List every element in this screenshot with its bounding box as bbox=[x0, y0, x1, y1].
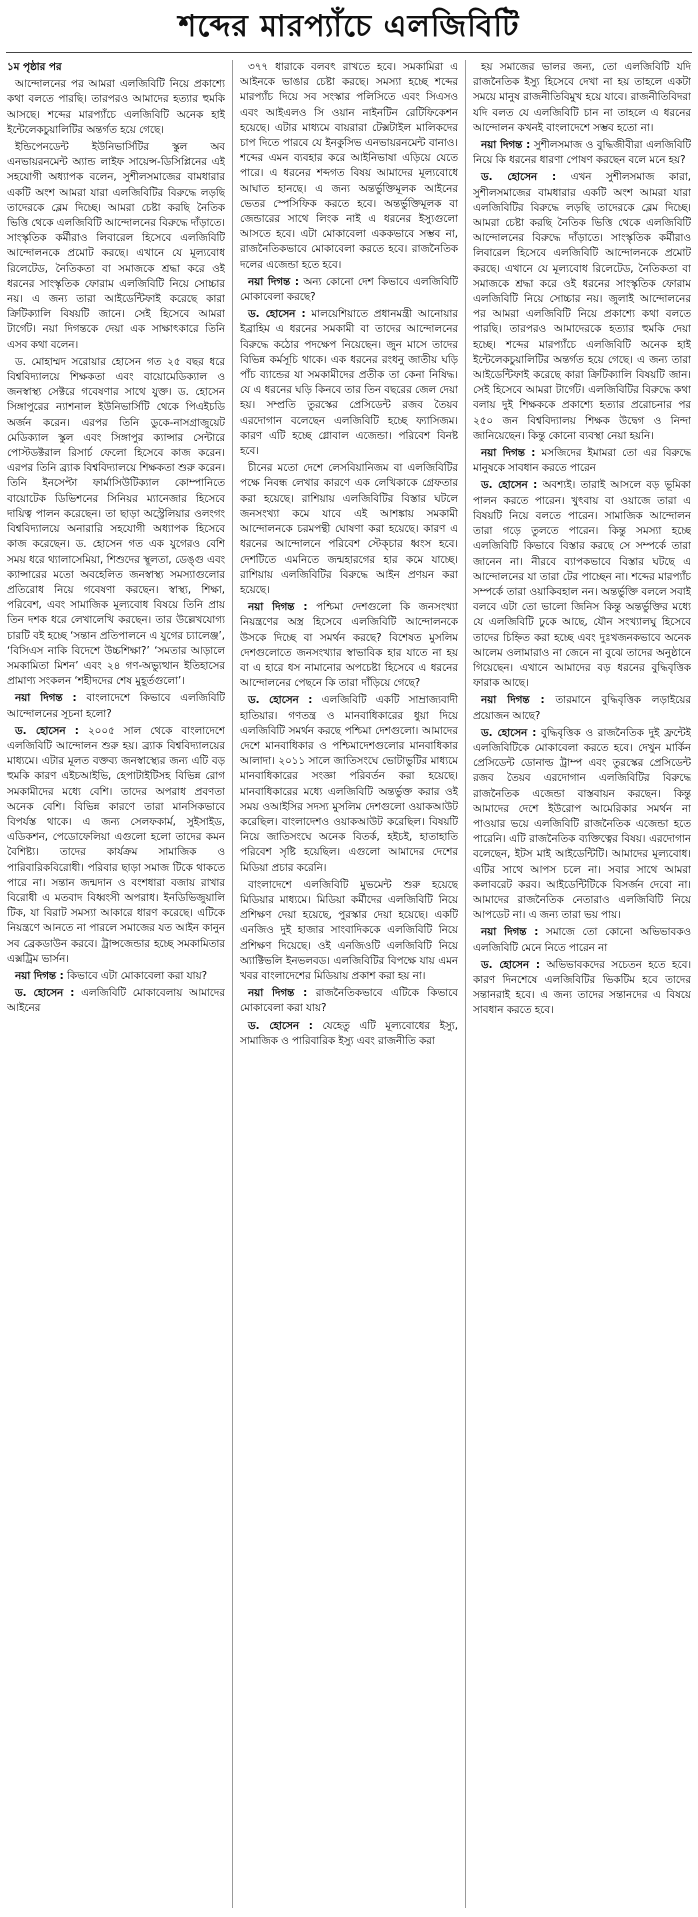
paragraph-text: কিভাবে এটা মোকাবেলা করা যায়? bbox=[66, 969, 208, 982]
interview-paragraph bbox=[240, 275, 458, 305]
paragraph-text: অভিভাবকদের সচেতন হতে হবে। কারণ দিনশেষে এলজিবিটির ভিকটিম হবে তাদের সন্তানরাই হবে। এ জন্য তাদের সন্তানদের এ বিষয়ে সাবধান করতে হবে। bbox=[473, 958, 691, 1017]
interview-paragraph bbox=[240, 693, 458, 875]
paragraph-text: অন্য কোনো দেশ কিভাবে এলজিবিটি মোকাবেলা করছে? bbox=[240, 275, 458, 304]
paragraph-text: এলজিবিটি একটি সাম্রাজ্যবাদী হাতিয়ার। গণতন্ত্র ও মানবাধিকারের ধুয়া দিয়ে এলজিবিটি সমর্থন করছে পশ্চিমা দেশগুলো। আমাদের দেশে মানবাধিকার ও পশ্চিমাদেশগুলোর মানবাধিকার আলাদা। ২০১১ সালে জাতিসংঘে ভোটাভুটির মাধ্যমে মানবাধিকারের সংজ্ঞা পরিবর্তন করা হয়েছে। মানবাধিকারের মধ্যে এলজিবিটি অন্তর্ভুক্ত করার ওই সময় ওআইসির সদস্য মুসলিম দেশগুলো ওয়াকআউট করেছিল। বাংলাদেশও ওয়াকআউট করেছিল। বিষয়টি নিয়ে জাতিসংঘে অনেক বিতর্ক, হইচই, হাতাহাতি পরিবেশ সৃষ্টি হয়েছিল। এগুলো আমাদের দেশের মিডিয়া প্রচার করেনি। bbox=[240, 694, 458, 874]
interview-paragraph bbox=[473, 958, 691, 1019]
interview-paragraph bbox=[240, 307, 458, 459]
interview-paragraph bbox=[240, 986, 458, 1016]
article-paragraph bbox=[240, 461, 458, 598]
column-2 bbox=[240, 60, 458, 1910]
paragraph-text: চীনের মতো দেশে লেসবিয়ানিজম বা এলজিবিটির পক্ষে নিবন্ধ লেখার কারণে এক লেখিকাকে গ্রেফতার করা হয়েছে। রাশিয়ায় এলজিবিটির বিস্তার ঘটলে জনসংখ্যা কমে যাবে এই আশঙ্কায় সমকামী আন্দোলনকে চরমপন্থী ঘোষণা করা হয়েছে। কারণ এ ধরনের আন্দোলনে পরিবেশ স্টেক্চার ধ্বংস হবে। দেশটিতে এমনিতে জন্মহারগের হার কমে যাচ্ছে। রাশিয়ায় এলজিবিটির বিরুদ্ধে আইন প্রণয়ন করা হয়েছে। bbox=[240, 462, 458, 596]
speaker-label: নয়া দিগন্ত : bbox=[248, 275, 299, 288]
paragraph-text: ইন্ডিপেনডেন্ট ইউনিভার্সিটির স্কুল অব এনভায়রনমেন্ট অ্যান্ড লাইফ সায়েন্স-ডিসিপ্লিনের এই সহযোগী অধ্যাপক বলেন, সুশীলসমাজের বামধারার একটি অংশ আমরা যারা এলজিবিটির বিরুদ্ধে লড়ছি তাদেরকে ব্লেম দিচ্ছে। আমরা চেষ্টা করছি নৈতিক ভিত্তি থেকে এলজিবিটি আন্দোলনের বিরুদ্ধে দাঁড়াতে। সাংস্কৃতিক কর্মীরাও লিবারেল হিসেবে এলজিবিটি আন্দোলনকে প্রমোট করছে। এখানে যে মূল্যবোধ রিলেটেড, নৈতিকতা বা সমাজকে শ্রদ্ধা করে ওই ধরনের সাংস্কৃতিক ফোরাম এলজিবিটি নিয়ে সোচ্চার নয়। এ জন্য তারা আইডেন্টিফাই করেছে কারা ক্রিটিক্যালি বিষয়টি জানে। সেই হিসেবে আমরা টার্গেট। নয়া দিগন্তকে দেয়া এক সাক্ষাৎকারে তিনি এসব কথা বলেন। bbox=[7, 141, 225, 351]
column-divider bbox=[465, 60, 466, 1908]
speaker-label: নয়া দিগন্ত : bbox=[15, 969, 64, 982]
speaker-label: ড. হোসেন : bbox=[481, 726, 537, 739]
interview-paragraph bbox=[473, 170, 691, 444]
paragraph-text: সমাজে তো কোনো অভিভাবকও এলজিবিটি মেনে নিতে পারেন না bbox=[473, 926, 691, 954]
speaker-label: ড. হোসেন : bbox=[481, 958, 540, 971]
paragraph-text: ড. মোহাম্মদ সরোয়ার হোসেন গত ২৫ বছর ধরে বিশ্ববিদ্যালয়ে শিক্ষকতা এবং বায়োমেডিক্যাল ও জনস্বাস্থ্য সেক্টরে গবেষণার সাথে যুক্ত। ড. হোসেন সিঙ্গাপুরের ন্যাশনাল ইউনিভার্সিটি থেকে পিএইচডি অর্জন করেন। এরপর তিনি ডুকে-নাসগ্রাজুয়েট মেডিক্যাল স্কুল এবং সিঙ্গাপুর ক্যান্সার সেন্টারে পোস্টডক্টরাল রিসার্চ ফেলো হিসেবে কাজ করেন। এরপর তিনি ব্র্যাক বিশ্ববিদ্যালয়ে শিক্ষকতা শুরু করেন। তিনি ইনসেপ্টা ফার্মাসিউটিক্যাল কোম্পানিতে বায়োটেক ডিভিশনের সিনিয়র ম্যানেজার হিসেবে দায়িত্ব পালন করেছেন। তা ছাড়া অস্ট্রেলিয়ার ওলংগং বিশ্ববিদ্যালয়ে অনারারি সহযোগী অধ্যাপক হিসেবে কাজ করেছেন। ড. হোসেন গত এক যুগেরও বেশি সময় ধরে থ্যালাসেমিয়া, শিশুদের স্থূলতা, ডেঙ্গু এবং ক্যান্সারের মতো অবহেলিত জনস্বাস্থ্য সমস্যাগুলোর প্রতিরোধ নিয়ে গবেষণা করছেন। স্বাস্থ্য, শিক্ষা, পরিবেশ, এবং সামাজিক মূল্যবোধ বিষয়ে তিনি প্রায় তিন দশক ধরে লেখালেখি করছেন। তার উল্লেখযোগ্য চারটি বই হচ্ছে ‘সন্তান প্রতিপালনে এ যুগের চ্যালেঞ্জ’, ‘বিসিএস নাকি বিদেশে উচ্চশিক্ষা?’ ‘সমতার আড়ালে সমকামিতা মিশন’ এবং ২৪ গণ-অভ্যুত্থান ইতিহাসের প্রামাণ্য সংকলন ‘শহীদদের শেষ মুহূর্তগুলো’। bbox=[7, 355, 225, 688]
paragraph-text: হয় সমাজের ভালর জন্য, তো এলজিবিটি যদি রাজনৈতিক ইস্যু হিসেবে দেখা না হয় তাহলে একটা সময়ে মানুষ রাজনীতিবিমুখ হয়ে যাবে। রাজনীতিবিদরা যদি বলত যে এলজিবিটি চান না তাহলে এ ধরনের আন্দোলন কখনই বাংলাদেশে সম্ভব হতো না। bbox=[473, 61, 691, 134]
paragraph-text: রাজনৈতিকভাবে এটিকে কিভাবে মোকাবেলা করা যায়? bbox=[240, 987, 458, 1015]
paragraph-text: ২০০৫ সাল থেকে বাংলাদেশে এলজিবিটি আন্দোলন শুরু হয়। ব্র্যাক বিশ্ববিদ্যালয়ের মাধ্যমে। এটার মূলত বক্তব্য জনস্বাস্থ্যের জন্য এটি বড় হুমকি কারণ এইচআইভি, হেপাটাইটিসহ বিভিন্ন রোগ সমকামীদের মধ্যে বেশি। তাদের অপরাধ প্রবণতা অনেক বেশি। বিভিন্ন কারণে তারা মানসিকভাবে বিপর্যস্ত থাকে। এ জন্য সেলফকার্ম, সুইসাইড, এডিকশন, পেডোফেলিয়া এগুলো হলো তাদের কমন বৈশিষ্ট্য। তাদের কার্যক্রম সামাজিক ও পারিবারিকবিরোধী। পরিবার ছাড়া সমাজ টিকে থাকতে পারে না। সন্তান জন্মদান ও বংশধারা বজায় রাখার বিরোধী এ মতবাদ বিধ্বংসী অপরাধ। ইনডিভিজুয়ালি টিক, যা বিরাট সমস্যা আকারে ধারণ করেছে। এটিকে নিয়ন্ত্রণে আনতে না পারলে সমাজের যত আইন কানুন সব ব্রেকডাউন করবে। ট্রান্সজেন্ডার হচ্ছে সমকামিতার এক্সট্রিম ভার্সন। bbox=[7, 724, 225, 965]
paragraph-text: ৩৭৭ ধারাকে বলবৎ রাখতে হবে। সমকামিরা এ আইনকে ভাঙার চেষ্টা করছে। সমস্যা হচ্ছে শব্দের মারপ্যাঁচ দিয়ে সব সংস্কার পলিসিতে এবং সিএসও এবং আইএলও সি ওয়ান নাইনটিন রেটিফিকেশন হয়েছে। এটার মাধ্যমে বায়রারা টেক্সটাইল মালিকদের চাপ দিতে পারবে যে ইনকুসিভ এনভায়রনমেন্ট বানাও। শব্দের এমন ব্যবহার করে আইনিভাষা এড়িয়ে যেতে পারে। এ ধরনের শব্দগত বিষয় আমাদের মূল্যবোধে আঘাত হানছে। এ জন্য অন্তর্ভুক্তিমূলক আইনের ভেতর স্পেসিফিক করতে হবে। অন্তর্ভুক্তিমূলক বা জেন্ডারের সাথে লিংক নাই এ ধরনের ইস্যুগুলো আসতে হবে। এটা মোকাবেলা এককভাবে সম্ভব না, রাজনৈতিকভাবে মোকাবেলা করতে হবে। রাজনৈতিক দলের এজেন্ডা হতে হবে। bbox=[240, 61, 458, 271]
interview-paragraph bbox=[473, 478, 691, 691]
interview-paragraph bbox=[473, 138, 691, 168]
article-paragraph bbox=[7, 140, 225, 353]
paragraph-text: ১ম পৃষ্ঠার পর bbox=[7, 61, 62, 73]
article-paragraph bbox=[7, 355, 225, 689]
speaker-label: ড. হোসেন : bbox=[481, 479, 538, 492]
interview-paragraph bbox=[7, 691, 225, 721]
interview-paragraph bbox=[473, 446, 691, 476]
speaker-label: নয়া দিগন্ত : bbox=[481, 447, 536, 460]
article-paragraph bbox=[473, 60, 691, 136]
speaker-label: নয়া দিগন্ত : bbox=[248, 987, 308, 1000]
interview-paragraph bbox=[7, 724, 225, 967]
article-paragraph bbox=[7, 77, 225, 138]
paragraph-text: যেহেতু এটি মূল্যবোধের ইস্যু, সামাজিক ও পারিবারিক ইস্যু এবং রাজনীতি করা bbox=[240, 1019, 458, 1047]
speaker-label: ড. হোসেন : bbox=[248, 308, 306, 321]
paragraph-text: অবশ্যই। তারাই আসলে বড় ভূমিকা পালন করতে পারেন। খুৎবায় বা ওয়াজে তারা এ বিষয়টি নিয়ে বলতে পারেন। সামাজিক আন্দোলন তারা গড়ে তুলতে পারেন। কিন্তু সমস্যা হচ্ছে এলজিবিটি কিভাবে বিস্তার করছে সে সম্পর্কে তারা জানেন না। নীরবে ব্যাপকভাবে বিস্তার ঘটছে এ আন্দোলনের যা তারা টের পাচ্ছেন না। শব্দের মারপ্যাঁচ সম্পর্কে তারা ওয়াকিবহাল নন। অন্তর্ভুক্তি বললে সবাই বলবে এটা তো ভালো জিনিস কিন্তু অন্তর্ভুক্তির মধ্যে যে এলজিবিটি ঢুকে আছে, যৌন সংখ্যালঘু হিসেবে তাদের চিহ্নিত করা হচ্ছে এবং দুঃখজনকভাবে অনেক আলেম ওলামারাও না জেনে না বুঝে তাদের অনুষ্ঠানে গিয়েছেন। এখানে আমাদের বড় ধরনের বুদ্ধিবৃত্তিক ফারাক আছে। bbox=[473, 479, 691, 690]
speaker-label: নয়া দিগন্ত : bbox=[481, 926, 539, 939]
speaker-label: নয়া দিগন্ত : bbox=[15, 692, 77, 705]
speaker-label: ড. হোসেন : bbox=[481, 171, 557, 184]
column-3 bbox=[473, 60, 691, 1910]
paragraph-text: পশ্চিমা দেশগুলো কি জনসংখ্যা নিয়ন্ত্রণের অস্ত্র হিসেবে এলজিবিটি আন্দোলনকে উসকে দিচ্ছে বা সমর্থন করছে? বিশেষত মুসলিম দেশগুলোতে জনসংখ্যার স্বাভাবিক হার যাতে না হয় বা এ হারে ধস নামানোর অপচেষ্টা হিসেবে এ ধরনের আন্দোলনের পেছনে কি তারা দাঁড়িয়ে গেছে? bbox=[240, 601, 458, 690]
speaker-label: ড. হোসেন : bbox=[248, 694, 313, 707]
article-paragraph bbox=[240, 878, 458, 984]
interview-paragraph bbox=[240, 1019, 458, 1049]
column-divider bbox=[232, 60, 233, 1908]
speaker-label: নয়া দিগন্ত : bbox=[481, 694, 545, 707]
interview-paragraph bbox=[473, 693, 691, 723]
paragraph-text: মসজিদের ইমামরা তো এর বিরুদ্ধে মানুষকে সাবধান করতে পারেন bbox=[473, 447, 691, 475]
paragraph-text: সুশীলসমাজ ও বুদ্ধিজীবীরা এলজিবিটি নিয়ে কি ধরনের ধারণা পোষণ করছেন বলে মনে হয়? bbox=[473, 139, 691, 167]
speaker-label: ড. হোসেন : bbox=[15, 987, 75, 1000]
column-1 bbox=[7, 60, 225, 1910]
interview-paragraph bbox=[7, 986, 225, 1016]
article-paragraph bbox=[7, 60, 225, 75]
paragraph-text: মালয়েশিয়াতে প্রধানমন্ত্রী আনোয়ার ইব্রাহিম এ ধরনের সমকামী বা তাদের আন্দোলনের বিরুদ্ধে কঠোর পদক্ষেপ নিয়েছেন। জুন মাসে তাদের বিভিন্ন কর্মসূচি থাকে। এক ধরনের রংধনু জাতীয় ঘড়ি পাঁচ ব্যান্ডের যা সমকামীদের প্রতীক তা কেনা নিষিদ্ধ। যে এ ধরনের ঘড়ি কিনবে তার তিন বছরের জেল দেয়া হয়। সম্প্রতি তুরস্কের প্রেসিডেন্ট রজব তৈয়ব এরদোগান বলেছেন এলজিবিটি হচ্ছে ফ্যাসিজম। কারণ এটি হচ্ছে গ্লোবাল এজেন্ডা। পরিবেশ বিনষ্ট হবে। bbox=[240, 308, 458, 458]
paragraph-text: বুদ্ধিবৃত্তিক ও রাজনৈতিক দুই ফ্রন্টেই এলজিবিটিকে মোকাবেলা করতে হবে। দেখুন মার্কিন প্রেসিডেন্ট ডোনাল্ড ট্রাম্প এবং তুরস্কের প্রেসিডেন্ট রজব তৈয়ব এরদোগান এলজিবিটির বিরুদ্ধে রাজনৈতিক এজেন্ডা বাস্তবায়ন করছেন। কিন্তু আমাদের দেশে ইউরোপ আমেরিকার সমর্থন না পাওয়ার ভয়ে এলজিবিটি রাজনৈতিক এজেন্ডা হতে পারেনি। এটি রাজনৈতিক ব্যক্তিত্বের বিষয়। এরদোগান বলেছেন, ইটস মাই আইডেন্টিটি। আমাদের মূল্যবোধ। এটির সাথে আপস চলে না। সবার সাথে আমরা কলাবরেট করব। আইডেন্টিটিকে বিসর্জন দেবো না। আমাদের রাজনৈতিক নেতারাও এলজিবিটি নিয়ে আপডেট না। এ জন্য তারা ভয় পায়। bbox=[473, 726, 691, 922]
interview-paragraph bbox=[7, 969, 225, 984]
speaker-label: নয়া দিগন্ত : bbox=[248, 601, 308, 614]
headline: শব্দের মারপ্যাঁচে এলজিবিটি bbox=[178, 9, 520, 44]
interview-paragraph bbox=[473, 726, 691, 924]
paragraph-text: আন্দোলনের পর আমরা এলজিবিটি নিয়ে প্রকাশ্যে কথা বলতে পারছি। তারপরও আমাদের হত্যার হুমকি আসছে। শব্দের মারপ্যাঁচে এলজিবিটি অনেক হাই ইন্টেলেকচুয়ালিটির অন্তর্গত হয়ে গেছে। bbox=[7, 78, 225, 136]
paragraph-text: তারমানে বুদ্ধিবৃত্তিক লড়াইয়ের প্রয়োজন আছে? bbox=[473, 694, 691, 722]
paragraph-text: এলজিবিটি মোকাবেলায় আমাদের আইনের bbox=[7, 987, 225, 1015]
headline-rule bbox=[6, 52, 692, 53]
speaker-label: ড. হোসেন : bbox=[248, 1019, 313, 1032]
interview-paragraph bbox=[473, 925, 691, 955]
article-paragraph bbox=[240, 60, 458, 273]
speaker-label: নয়া দিগন্ত : bbox=[481, 139, 531, 152]
paragraph-text: এখন সুশীলসমাজ কারা, সুশীলসমাজের বামধারার একটি অংশ আমরা যারা এলজিবিটির বিরুদ্ধে লড়ছি তাদেরকে ব্লেম দিচ্ছে। আমরা চেষ্টা করছি নৈতিক ভিত্তি থেকে এলজিবিটি আন্দোলনের বিরুদ্ধে দাঁড়াতে। সাংস্কৃতিক কর্মীরাও লিবারেল হিসেবে এলজিবিটি আন্দোলনকে প্রমোট করছে। এখানে যে মূল্যবোধ রিলেটেড, নৈতিকতা বা সমাজকে শ্রদ্ধা করে ওই ধরনের সাংস্কৃতিক ফোরাম এলজিবিটি নিয়ে সোচ্চার নয়। জুলাই আন্দোলনের পর আমরা এলজিবিটি নিয়ে প্রকাশ্যে কথা বলতে পারছি। তারপরও আমাদেরকে হত্যার হুমকি দেয়া হচ্ছে। শব্দের মারপ্যাঁচে এলজিবিটি অনেক হাই ইন্টেলেকচুয়ালিটির অন্তর্গত হয়ে গেছে। এ জন্য তারা আইডেন্টিফাই করেছে কারা ক্রিটিক্যালি বিষয়টি জান। সেই হিসেবে আমরা টার্গেট। এলজিবিটির বিরুদ্ধে কথা বলায় দুই শিক্ষককে প্রকাশ্যে হত্যার প্ররোচনার পর ২৫০ জন বিশ্ববিদ্যালয় শিক্ষক উদ্বেগ ও নিন্দা জানিয়েছেন। কিন্তু কোনো ব্যবস্থা নেয়া হয়নি। bbox=[473, 171, 691, 442]
paragraph-text: বাংলাদেশে কিভাবে এলজিবিটি আন্দোলনের সূচনা হলো? bbox=[7, 692, 225, 720]
speaker-label: ড. হোসেন : bbox=[15, 724, 79, 737]
paragraph-text: বাংলাদেশে এলজিবিটি মুভমেন্ট শুরু হয়েছে মিডিয়ার মাধ্যমে। মিডিয়া কর্মীদের এলজিবিটি নিয়ে প্রশিক্ষণ দেয়া হয়েছে, পুরস্কার দেয়া হয়েছে। একটি এনজিও দুই হাজার সাংবাদিককে এলজিবিটি নিয়ে প্রশিক্ষণ দিয়েছে। ওই এনজিওটি এলজিবিটি নিয়ে অ্যাক্টিভলি ইনভলবড। এলজিবিটির বিপক্ষে যায় এমন খবর বাংলাদেশের মিডিয়ায় প্রকাশ করা হয় না। bbox=[240, 878, 458, 982]
interview-paragraph bbox=[240, 600, 458, 691]
